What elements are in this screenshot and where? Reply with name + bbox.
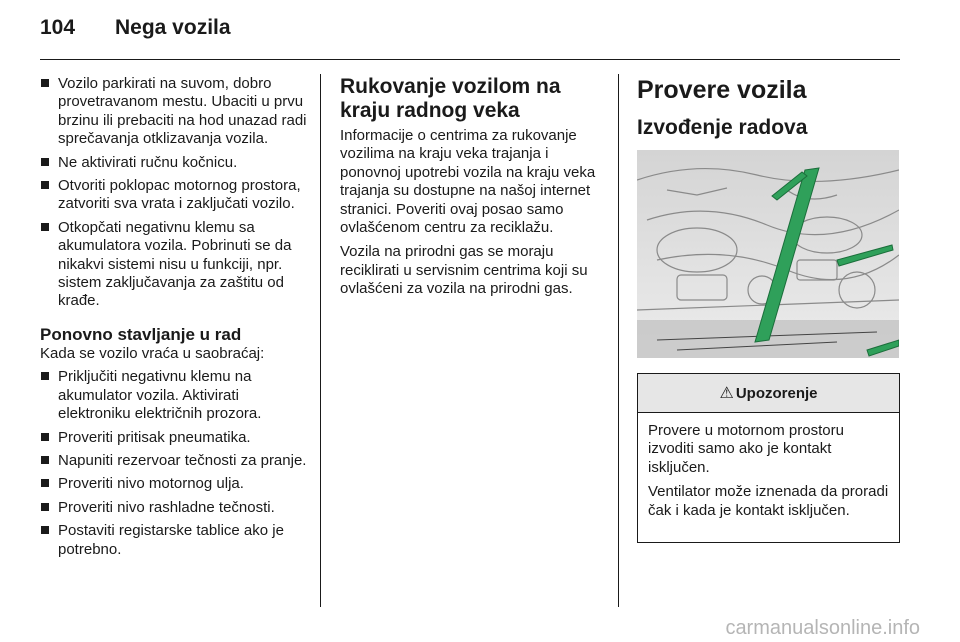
warning-paragraph-1: Provere u motornom prostoru izvoditi samo ako je kontakt isključen. [648,422,844,476]
list-item: Napuniti rezervoar tečnosti za pranje. [40,452,308,470]
list-item: Priključiti negativnu klemu na akumulator vozila. Aktivirati elektroniku električnih prozora. [40,368,308,423]
bullet-icon [41,503,49,511]
section-heading-end-of-life: Rukovanje vozilom na kraju radnog veka [340,75,561,122]
list-item: Proveriti nivo rashladne tečnosti. [40,499,308,517]
list-item: Proveriti nivo motornog ulja. [40,475,308,493]
bullet-icon [41,372,49,380]
column-divider-left [320,74,321,607]
warning-triangle-icon: ⚠ [719,385,734,402]
header-rule [40,59,900,60]
engine-bay-illustration [637,150,899,358]
bullet-icon [41,479,49,487]
section-heading-vehicle-checks: Provere vozila [637,76,807,104]
storage-steps-list [40,75,308,311]
bullet-icon [41,223,49,231]
column-divider-right [618,74,619,607]
list-item: Otkopčati negativnu klemu sa akumulatora vozila. Pobrinuti se da nikakvi sistemi nisu u funkciji, npr. sistem zaključavanja za zaštitu od krađe. [40,219,308,311]
end-of-life-paragraph-2: Vozila na prirodni gas se moraju reciklirati u servisnim centrima koji su ovlašćeni za vozila na prirodni gas. [340,243,588,298]
bullet-icon [41,526,49,534]
recommission-intro: Kada se vozilo vraća u saobraćaj: [40,344,265,362]
column-1 [40,75,308,564]
list-item: Postaviti registarske tablice ako je potrebno. [40,522,308,559]
engine-bay-hood-support-icon [637,150,899,358]
warning-paragraph-2: Ventilator može iznenada da proradi čak i kada je kontakt isključen. [648,483,889,519]
bullet-icon [41,456,49,464]
recommission-steps-list [40,368,308,559]
page-number: 104 [40,16,76,39]
list-item: Otvoriti poklopac motornog prostora, zatvoriti sva vrata i zaključati vozilo. [40,177,308,214]
section-heading-recommission: Ponovno stavljanje u rad [40,324,242,344]
warning-body [638,413,899,520]
list-item: Vozilo parkirati na suvom, dobro provetravanom mestu. Ubaciti u prvu brzinu ili prebaciti na hod unazad radi sprečavanja otklizavanja vozila. [40,75,308,149]
bullet-icon [41,158,49,166]
bullet-icon [41,181,49,189]
bullet-icon [41,433,49,441]
list-item: Proveriti pritisak pneumatika. [40,429,308,447]
end-of-life-paragraph-1: Informacije o centrima za rukovanje vozilima na kraju veka trajanja i ponovnoj upotrebi vozila na kraju veka trajanja su dostupne na našoj internet stranici. Poveriti ovaj posao samo ovlašćenom centru za reciklažu. [340,127,596,237]
warning-title: Upozorenje [735,384,818,402]
warning-box [637,373,900,543]
watermark: carmanualsonline.info [725,617,920,639]
list-item: Ne aktivirati ručnu kočnicu. [40,154,308,172]
warning-header [638,374,899,413]
bullet-icon [41,79,49,87]
page-title: Nega vozila [115,16,231,39]
column-2 [340,75,608,305]
column-3 [637,75,901,141]
subsection-heading-performing-work: Izvođenje radova [637,116,808,139]
